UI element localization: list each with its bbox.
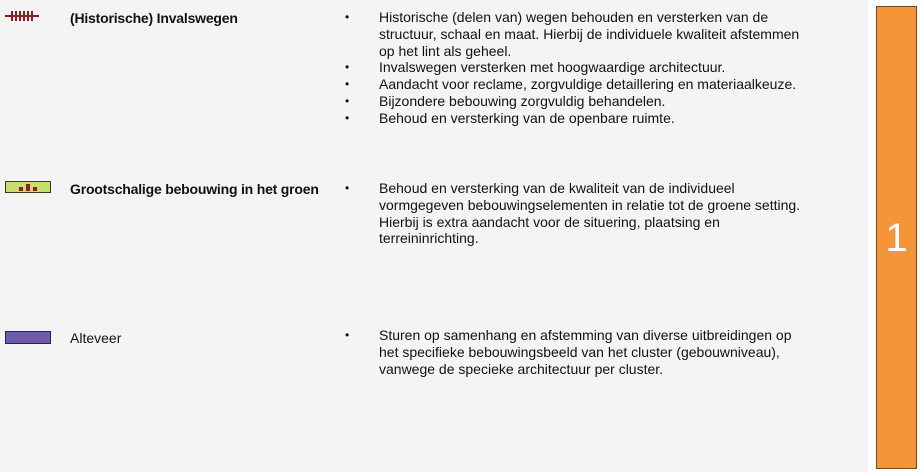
legend-label-invalswegen: (Historische) Invalswegen <box>70 10 238 26</box>
bullet-icon: • <box>345 93 350 108</box>
bullet-list-grootschalig <box>342 180 812 247</box>
bullet-list-alteveer <box>342 327 812 377</box>
legend-label-alteveer: Alteveer <box>70 330 122 346</box>
bullet-item: • Aandacht voor reclame, zorgvuldige detaillering en materiaalkeuze. <box>345 76 797 93</box>
bullet-icon: • <box>345 110 350 125</box>
legend-label-grootschalig: Grootschalige bebouwing in het groen <box>70 181 319 197</box>
section-number-tab <box>876 6 917 469</box>
alteveer-symbol <box>5 331 51 344</box>
bullet-icon: • <box>345 10 350 24</box>
bullet-icon: • <box>345 181 350 195</box>
bullet-item: • Behoud en versterking van de openbare ruimte. <box>345 109 675 126</box>
bullet-item: • Behoud en versterking van de kwaliteit van de individueel vormgegeven bebouwingselementen in relatie tot de groene setting. Hierbij is extra aandacht voor de situering, plaatsing en terreininrichting. <box>345 180 801 247</box>
bullet-icon: • <box>345 77 350 92</box>
bullet-item: • Invalswegen versterken met hoogwaardige architectuur. <box>345 59 726 76</box>
bullet-item: • Sturen op samenhang en afstemming van diverse uitbreidingen op het specifieke bebouwingsbeeld van het cluster (gebouwniveau), vanwege de specieke architectuur per cluster. <box>345 327 792 377</box>
green-building-symbol <box>5 181 51 193</box>
section-number: 1 <box>885 215 908 260</box>
bullet-list-invalswegen <box>342 9 812 127</box>
bullet-icon: • <box>345 328 350 342</box>
bullet-icon: • <box>345 60 350 75</box>
bullet-item: • Bijzondere bebouwing zorgvuldig behandelen. <box>345 92 666 109</box>
bullet-item: • Historische (delen van) wegen behouden en versterken van de structuur, schaal en maat. Hierbij de individuele kwaliteit afstemmen op het lint als geheel. <box>345 9 800 59</box>
historic-road-symbol <box>5 11 39 21</box>
